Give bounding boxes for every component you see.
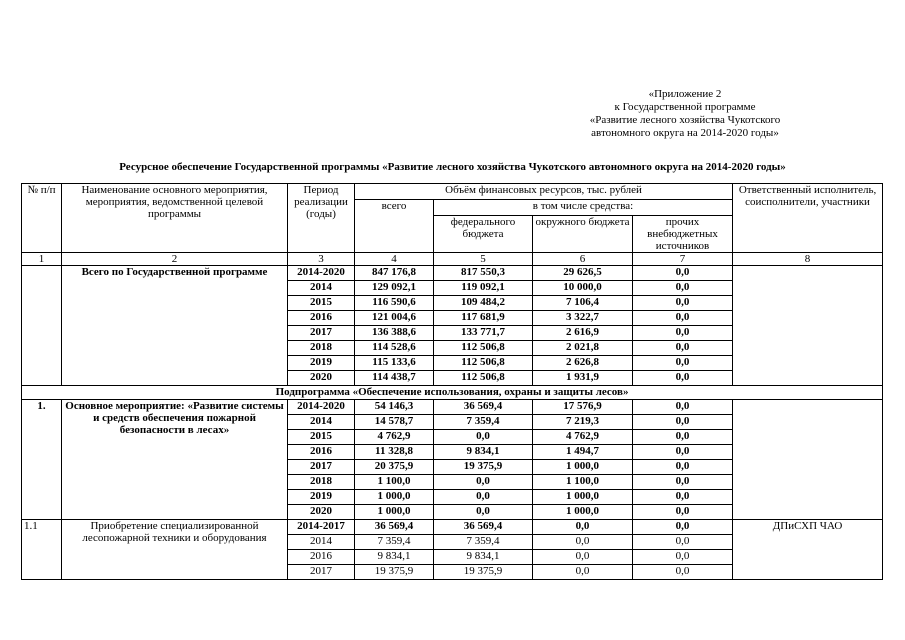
period-cell: 2014-2020	[288, 266, 355, 281]
other-cell: 0,0	[633, 535, 733, 550]
total-cell: 116 590,6	[355, 296, 434, 311]
column-number: 8	[733, 253, 883, 266]
other-cell: 0,0	[633, 296, 733, 311]
other-cell: 0,0	[633, 341, 733, 356]
other-cell: 0,0	[633, 430, 733, 445]
header-volume: Объём финансовых ресурсов, тыс. рублей	[355, 184, 733, 200]
row-number: 1.1	[22, 520, 62, 580]
total-cell: 36 569,4	[355, 520, 434, 535]
other-cell: 0,0	[633, 326, 733, 341]
appendix-line: «Приложение 2	[648, 88, 722, 100]
row-number	[22, 266, 62, 386]
federal-cell: 19 375,9	[434, 565, 533, 580]
federal-cell: 133 771,7	[434, 326, 533, 341]
other-cell: 0,0	[633, 311, 733, 326]
district-cell: 1 000,0	[533, 505, 633, 520]
period-cell: 2015	[288, 296, 355, 311]
subprogram-title: Подпрограмма «Обеспечение использования, охраны и защиты лесов»	[22, 386, 883, 400]
other-cell: 0,0	[633, 550, 733, 565]
period-cell: 2014	[288, 535, 355, 550]
total-cell: 4 762,9	[355, 430, 434, 445]
column-number: 2	[62, 253, 288, 266]
federal-cell: 9 834,1	[434, 550, 533, 565]
federal-cell: 7 359,4	[434, 415, 533, 430]
federal-cell: 9 834,1	[434, 445, 533, 460]
district-cell: 2 616,9	[533, 326, 633, 341]
column-number: 6	[533, 253, 633, 266]
total-cell: 1 000,0	[355, 505, 434, 520]
district-cell: 1 000,0	[533, 460, 633, 475]
total-cell: 847 176,8	[355, 266, 434, 281]
period-cell: 2014-2017	[288, 520, 355, 535]
federal-cell: 112 506,8	[434, 341, 533, 356]
activity-name: Основное мероприятие: «Развитие системы и средств обеспечения пожарной безопасности в лесах»	[62, 400, 288, 520]
appendix-line: «Развитие лесного хозяйства Чукотского	[589, 114, 781, 126]
other-cell: 0,0	[633, 565, 733, 580]
total-cell: 9 834,1	[355, 550, 434, 565]
other-cell: 0,0	[633, 266, 733, 281]
district-cell: 4 762,9	[533, 430, 633, 445]
district-cell: 1 931,9	[533, 371, 633, 386]
federal-cell: 0,0	[434, 430, 533, 445]
period-cell: 2014	[288, 415, 355, 430]
district-cell: 0,0	[533, 565, 633, 580]
federal-cell: 109 484,2	[434, 296, 533, 311]
activity-name: Приобретение специализированной лесопожарной техники и оборудования	[62, 520, 288, 580]
column-number: 7	[633, 253, 733, 266]
row-number: 1.	[22, 400, 62, 520]
federal-cell: 117 681,9	[434, 311, 533, 326]
header-federal: федерального бюджета	[434, 216, 533, 253]
period-cell: 2016	[288, 445, 355, 460]
period-cell: 2016	[288, 550, 355, 565]
column-number: 3	[288, 253, 355, 266]
subprogram-row	[22, 386, 883, 400]
period-cell: 2015	[288, 430, 355, 445]
responsible-cell	[733, 400, 883, 520]
federal-cell: 119 092,1	[434, 281, 533, 296]
period-cell: 2017	[288, 460, 355, 475]
period-cell: 2014	[288, 281, 355, 296]
appendix-line: к Государственной программе	[614, 101, 756, 113]
other-cell: 0,0	[633, 520, 733, 535]
total-cell: 136 388,6	[355, 326, 434, 341]
column-number: 5	[434, 253, 533, 266]
table-row	[22, 520, 883, 535]
total-cell: 7 359,4	[355, 535, 434, 550]
period-cell: 2019	[288, 356, 355, 371]
other-cell: 0,0	[633, 415, 733, 430]
district-cell: 0,0	[533, 520, 633, 535]
other-cell: 0,0	[633, 356, 733, 371]
header-total: всего	[355, 200, 434, 253]
total-cell: 114 528,6	[355, 341, 434, 356]
district-cell: 0,0	[533, 550, 633, 565]
header-district: окружного бюджета	[533, 216, 633, 253]
district-cell: 2 626,8	[533, 356, 633, 371]
period-cell: 2020	[288, 505, 355, 520]
other-cell: 0,0	[633, 400, 733, 415]
header-period: Период реализации (годы)	[288, 184, 355, 253]
activity-name: Всего по Государственной программе	[62, 266, 288, 386]
district-cell: 29 626,5	[533, 266, 633, 281]
period-cell: 2019	[288, 490, 355, 505]
district-cell: 3 322,7	[533, 311, 633, 326]
column-number: 4	[355, 253, 434, 266]
period-cell: 2016	[288, 311, 355, 326]
district-cell: 7 219,3	[533, 415, 633, 430]
total-cell: 1 100,0	[355, 475, 434, 490]
total-cell: 19 375,9	[355, 565, 434, 580]
total-cell: 20 375,9	[355, 460, 434, 475]
federal-cell: 0,0	[434, 505, 533, 520]
header-responsible: Ответственный исполнитель, соисполнители, участники	[733, 184, 883, 253]
federal-cell: 112 506,8	[434, 371, 533, 386]
district-cell: 1 494,7	[533, 445, 633, 460]
federal-cell: 112 506,8	[434, 356, 533, 371]
header-other: прочих внебюджетных источников	[633, 216, 733, 253]
federal-cell: 0,0	[434, 475, 533, 490]
period-cell: 2018	[288, 475, 355, 490]
federal-cell: 19 375,9	[434, 460, 533, 475]
period-cell: 2018	[288, 341, 355, 356]
other-cell: 0,0	[633, 445, 733, 460]
federal-cell: 36 569,4	[434, 520, 533, 535]
other-cell: 0,0	[633, 475, 733, 490]
federal-cell: 7 359,4	[434, 535, 533, 550]
district-cell: 0,0	[533, 535, 633, 550]
total-cell: 14 578,7	[355, 415, 434, 430]
total-cell: 129 092,1	[355, 281, 434, 296]
total-cell: 115 133,6	[355, 356, 434, 371]
other-cell: 0,0	[633, 281, 733, 296]
other-cell: 0,0	[633, 505, 733, 520]
header-num: № п/п	[22, 184, 62, 253]
responsible-cell	[733, 266, 883, 386]
column-number: 1	[22, 253, 62, 266]
document-title: Ресурсное обеспечение Государственной программы «Развитие лесного хозяйства Чукотского автономного округа на 2014-2020 годы»	[119, 161, 786, 173]
total-cell: 121 004,6	[355, 311, 434, 326]
responsible-cell: ДПиСХП ЧАО	[733, 520, 883, 580]
column-numbers-row	[22, 253, 883, 266]
table-row	[22, 400, 883, 415]
other-cell: 0,0	[633, 490, 733, 505]
header-including: в том числе средства:	[434, 200, 733, 216]
other-cell: 0,0	[633, 460, 733, 475]
district-cell: 7 106,4	[533, 296, 633, 311]
period-cell: 2014-2020	[288, 400, 355, 415]
total-cell: 114 438,7	[355, 371, 434, 386]
federal-cell: 817 550,3	[434, 266, 533, 281]
district-cell: 10 000,0	[533, 281, 633, 296]
appendix-line: автономного округа на 2014-2020 годы»	[591, 127, 779, 139]
appendix-note	[540, 88, 830, 140]
district-cell: 1 000,0	[533, 490, 633, 505]
total-cell: 54 146,3	[355, 400, 434, 415]
district-cell: 17 576,9	[533, 400, 633, 415]
period-cell: 2017	[288, 565, 355, 580]
other-cell: 0,0	[633, 371, 733, 386]
total-cell: 11 328,8	[355, 445, 434, 460]
period-cell: 2020	[288, 371, 355, 386]
federal-cell: 36 569,4	[434, 400, 533, 415]
district-cell: 2 021,8	[533, 341, 633, 356]
federal-cell: 0,0	[434, 490, 533, 505]
period-cell: 2017	[288, 326, 355, 341]
table-row	[22, 266, 883, 281]
district-cell: 1 100,0	[533, 475, 633, 490]
resource-table	[21, 183, 883, 580]
total-cell: 1 000,0	[355, 490, 434, 505]
header-name: Наименование основного мероприятия, мероприятия, ведомственной целевой программы	[62, 184, 288, 253]
